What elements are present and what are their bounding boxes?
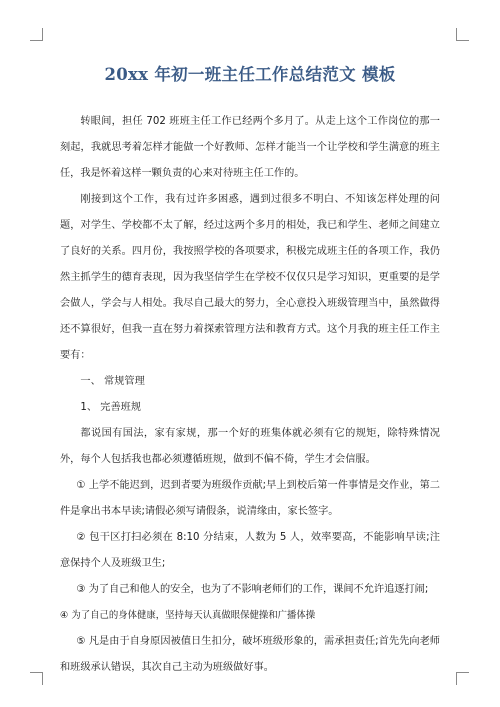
heading-level-1: 一、 常规管理 — [80, 376, 145, 387]
crop-mark-bottom-left — [30, 672, 43, 685]
paragraph-class-rules-intro: 都说国有国法，家有家规，那一个好的班集体就必须有它的规矩，除特殊情况外，每个人包括我也都必须遵循班规，做到不偏不倚，学生才会信服。 — [60, 428, 440, 465]
document-title: 20xx 年初一班主任工作总结范文 模板 — [104, 65, 396, 84]
rule-item-5: ⑤ 凡是由于自身原因被值日生扣分，破坏班级形象的，需承担责任;首先先向老师和班级承认错误，其次自己主动为班级做好事。 — [60, 636, 440, 673]
document-body — [60, 109, 440, 681]
paragraph-intro: 转眼间，担任 702 班班主任工作已经两个多月了。从走上这个工作岗位的那一刻起，我就思考着怎样才能做一个好教师、怎样才能当一个让学校和学生满意的班主任，我是怀着这样一颗负责的心来对待班主任工作的。 — [60, 116, 440, 179]
rule-item-3: ③ 为了自己和他人的安全，也为了不影响老师们的工作，课间不允许追逐打闹; — [76, 584, 429, 595]
rule-item-2: ② 包干区打扫必须在 8:10 分结束，人数为 5 人，效率要高，不能影响早读;注意保持个人及班级卫生; — [60, 532, 440, 569]
paragraph-summary: 刚接到这个工作，我有过许多困惑，遇到过很多不明白、不知该怎样处理的问题，对学生、学校都不太了解，经过这两个多月的相处，我已和学生、老师之间建立了良好的关系。四月份，我按照学校的各项要求，积极完成班主任的各项工作，我仍然主抓学生的德育表现，因为我坚信学生在学校不仅仅只是学习知识，更重要的是学会做人，学会与人相处。我尽自己最大的努力，全心意投入班级管理当中，虽然做得还不算很好，但我一直在努力着探索管理方法和教育方式。这个月我的班主任工作主要有： — [60, 194, 440, 361]
rule-item-4: ④ 为了自己的身体健康，坚持每天认真做眼保健操和广播体操 — [60, 610, 316, 621]
crop-mark-top-left — [30, 28, 43, 41]
rule-item-1: ① 上学不能迟到，迟到者要为班级作贡献;早上到校后第一件事情是交作业，第二件是拿出书本早读;请假必须写请假条，说清缘由，家长签字。 — [60, 480, 440, 517]
crop-mark-top-right — [456, 28, 469, 41]
crop-mark-bottom-right — [456, 672, 469, 685]
heading-level-2: 1、 完善班规 — [80, 402, 142, 413]
